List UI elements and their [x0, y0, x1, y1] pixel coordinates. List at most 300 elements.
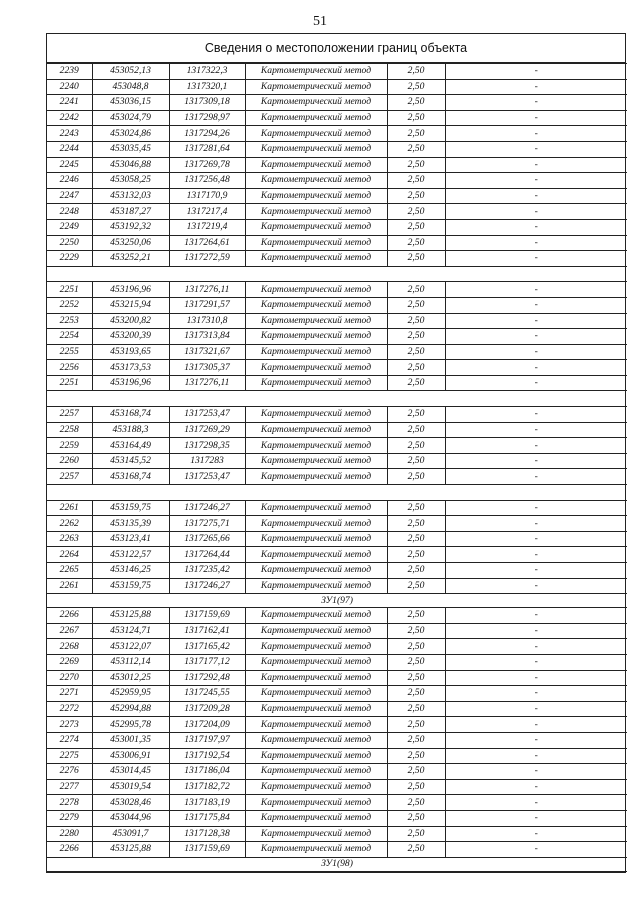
method-cell: Картометрический метод — [245, 251, 387, 267]
y-coordinate-cell: 1317264,61 — [169, 235, 245, 251]
point-number-cell: 2261 — [47, 578, 92, 594]
y-coordinate-cell: 1317256,48 — [169, 173, 245, 189]
table-row — [47, 110, 627, 126]
table-row — [47, 826, 627, 842]
description-cell: - — [445, 126, 627, 142]
description-cell: - — [445, 623, 627, 639]
description-cell: - — [445, 547, 627, 563]
y-coordinate-cell: 1317245,55 — [169, 686, 245, 702]
x-coordinate-cell: 453187,27 — [92, 204, 169, 220]
y-coordinate-cell: 1317305,37 — [169, 360, 245, 376]
description-cell: - — [445, 157, 627, 173]
accuracy-cell: 2,50 — [387, 516, 445, 532]
point-number-cell: 2249 — [47, 219, 92, 235]
description-cell: - — [445, 686, 627, 702]
x-coordinate-cell: 453058,25 — [92, 173, 169, 189]
y-coordinate-cell: 1317269,29 — [169, 422, 245, 438]
y-coordinate-cell: 1317309,18 — [169, 95, 245, 111]
method-cell: Картометрический метод — [245, 297, 387, 313]
page-number: 51 — [313, 14, 327, 29]
accuracy-cell: 2,50 — [387, 810, 445, 826]
y-coordinate-cell: 1317183,19 — [169, 795, 245, 811]
table-row — [47, 375, 627, 391]
point-number-cell: 2279 — [47, 810, 92, 826]
description-cell: - — [445, 173, 627, 189]
accuracy-cell: 2,50 — [387, 563, 445, 579]
accuracy-cell: 2,50 — [387, 779, 445, 795]
y-coordinate-cell: 1317320,1 — [169, 79, 245, 95]
description-cell: - — [445, 453, 627, 469]
point-number-cell: 2277 — [47, 779, 92, 795]
point-number-cell: 2262 — [47, 516, 92, 532]
boundary-document — [46, 33, 626, 873]
accuracy-cell: 2,50 — [387, 79, 445, 95]
y-coordinate-cell: 1317264,44 — [169, 547, 245, 563]
point-number-cell: 2244 — [47, 141, 92, 157]
table-row — [47, 422, 627, 438]
y-coordinate-cell: 1317253,47 — [169, 407, 245, 423]
method-cell: Картометрический метод — [245, 608, 387, 624]
table-row — [47, 79, 627, 95]
x-coordinate-cell: 453122,07 — [92, 639, 169, 655]
y-coordinate-cell: 1317182,72 — [169, 779, 245, 795]
method-cell: Картометрический метод — [245, 764, 387, 780]
accuracy-cell: 2,50 — [387, 375, 445, 391]
accuracy-cell: 2,50 — [387, 360, 445, 376]
point-number-cell: 2241 — [47, 95, 92, 111]
x-coordinate-cell: 453173,53 — [92, 360, 169, 376]
point-number-cell: 2260 — [47, 453, 92, 469]
parcel-label: ЗУ1(98) — [47, 857, 627, 871]
y-coordinate-cell: 1317159,69 — [169, 842, 245, 858]
accuracy-cell: 2,50 — [387, 654, 445, 670]
description-cell: - — [445, 360, 627, 376]
description-cell: - — [445, 748, 627, 764]
description-cell: - — [445, 297, 627, 313]
description-cell: - — [445, 407, 627, 423]
accuracy-cell: 2,50 — [387, 686, 445, 702]
x-coordinate-cell: 453193,65 — [92, 344, 169, 360]
x-coordinate-cell: 453125,88 — [92, 608, 169, 624]
accuracy-cell: 2,50 — [387, 639, 445, 655]
x-coordinate-cell: 453046,88 — [92, 157, 169, 173]
point-number-cell: 2275 — [47, 748, 92, 764]
y-coordinate-cell: 1317186,04 — [169, 764, 245, 780]
description-cell: - — [445, 375, 627, 391]
accuracy-cell: 2,50 — [387, 469, 445, 485]
accuracy-cell: 2,50 — [387, 188, 445, 204]
description-cell: - — [445, 329, 627, 345]
table-row — [47, 282, 627, 298]
accuracy-cell: 2,50 — [387, 547, 445, 563]
method-cell: Картометрический метод — [245, 79, 387, 95]
method-cell: Картометрический метод — [245, 563, 387, 579]
accuracy-cell: 2,50 — [387, 329, 445, 345]
accuracy-cell: 2,50 — [387, 826, 445, 842]
x-coordinate-cell: 453132,03 — [92, 188, 169, 204]
table-row — [47, 453, 627, 469]
parcel-label-row — [47, 857, 627, 871]
accuracy-cell: 2,50 — [387, 795, 445, 811]
x-coordinate-cell: 453159,75 — [92, 500, 169, 516]
table-row — [47, 654, 627, 670]
accuracy-cell: 2,50 — [387, 407, 445, 423]
description-cell: - — [445, 500, 627, 516]
table-row — [47, 686, 627, 702]
table-row — [47, 329, 627, 345]
spacer-cell — [47, 391, 627, 407]
method-cell: Картометрический метод — [245, 313, 387, 329]
table-row — [47, 157, 627, 173]
y-coordinate-cell: 1317192,54 — [169, 748, 245, 764]
spacer-cell — [47, 485, 627, 501]
point-number-cell: 2255 — [47, 344, 92, 360]
accuracy-cell: 2,50 — [387, 748, 445, 764]
y-coordinate-cell: 1317298,97 — [169, 110, 245, 126]
point-number-cell: 2267 — [47, 623, 92, 639]
method-cell: Картометрический метод — [245, 623, 387, 639]
x-coordinate-cell: 453188,3 — [92, 422, 169, 438]
description-cell: - — [445, 639, 627, 655]
description-cell: - — [445, 438, 627, 454]
x-coordinate-cell: 453001,35 — [92, 732, 169, 748]
y-coordinate-cell: 1317217,4 — [169, 204, 245, 220]
y-coordinate-cell: 1317281,64 — [169, 141, 245, 157]
point-number-cell: 2266 — [47, 842, 92, 858]
y-coordinate-cell: 1317162,41 — [169, 623, 245, 639]
x-coordinate-cell: 452959,95 — [92, 686, 169, 702]
description-cell: - — [445, 842, 627, 858]
table-row — [47, 516, 627, 532]
table-row — [47, 313, 627, 329]
x-coordinate-cell: 452995,78 — [92, 717, 169, 733]
accuracy-cell: 2,50 — [387, 64, 445, 80]
point-number-cell: 2242 — [47, 110, 92, 126]
y-coordinate-cell: 1317253,47 — [169, 469, 245, 485]
description-cell: - — [445, 188, 627, 204]
x-coordinate-cell: 453145,52 — [92, 453, 169, 469]
description-cell: - — [445, 516, 627, 532]
x-coordinate-cell: 453196,96 — [92, 375, 169, 391]
point-number-cell: 2276 — [47, 764, 92, 780]
table-row — [47, 64, 627, 80]
parcel-label: ЗУ1(97) — [47, 594, 627, 608]
method-cell: Картометрический метод — [245, 717, 387, 733]
accuracy-cell: 2,50 — [387, 297, 445, 313]
accuracy-cell: 2,50 — [387, 578, 445, 594]
x-coordinate-cell: 453159,75 — [92, 578, 169, 594]
accuracy-cell: 2,50 — [387, 732, 445, 748]
x-coordinate-cell: 453048,8 — [92, 79, 169, 95]
spacer-row — [47, 391, 627, 407]
point-number-cell: 2263 — [47, 531, 92, 547]
accuracy-cell: 2,50 — [387, 219, 445, 235]
table-row — [47, 795, 627, 811]
method-cell: Картометрический метод — [245, 219, 387, 235]
x-coordinate-cell: 453035,45 — [92, 141, 169, 157]
y-coordinate-cell: 1317321,67 — [169, 344, 245, 360]
x-coordinate-cell: 453168,74 — [92, 469, 169, 485]
table-row — [47, 219, 627, 235]
accuracy-cell: 2,50 — [387, 157, 445, 173]
method-cell: Картометрический метод — [245, 578, 387, 594]
x-coordinate-cell: 453024,86 — [92, 126, 169, 142]
table-row — [47, 235, 627, 251]
table-row — [47, 701, 627, 717]
method-cell: Картометрический метод — [245, 157, 387, 173]
y-coordinate-cell: 1317159,69 — [169, 608, 245, 624]
point-number-cell: 2229 — [47, 251, 92, 267]
accuracy-cell: 2,50 — [387, 701, 445, 717]
y-coordinate-cell: 1317175,84 — [169, 810, 245, 826]
point-number-cell: 2269 — [47, 654, 92, 670]
table-row — [47, 670, 627, 686]
description-cell: - — [445, 732, 627, 748]
description-cell: - — [445, 422, 627, 438]
table-title: Сведения о местоположении границ объекта — [47, 34, 625, 63]
x-coordinate-cell: 453196,96 — [92, 282, 169, 298]
method-cell: Картометрический метод — [245, 235, 387, 251]
method-cell: Картометрический метод — [245, 126, 387, 142]
x-coordinate-cell: 453125,88 — [92, 842, 169, 858]
point-number-cell: 2245 — [47, 157, 92, 173]
description-cell: - — [445, 110, 627, 126]
spacer-cell — [47, 266, 627, 282]
x-coordinate-cell: 453192,32 — [92, 219, 169, 235]
x-coordinate-cell: 453135,39 — [92, 516, 169, 532]
point-number-cell: 2254 — [47, 329, 92, 345]
table-row — [47, 639, 627, 655]
table-row — [47, 531, 627, 547]
table-row — [47, 810, 627, 826]
x-coordinate-cell: 452994,88 — [92, 701, 169, 717]
y-coordinate-cell: 1317246,27 — [169, 578, 245, 594]
method-cell: Картометрический метод — [245, 670, 387, 686]
accuracy-cell: 2,50 — [387, 422, 445, 438]
x-coordinate-cell: 453146,25 — [92, 563, 169, 579]
x-coordinate-cell: 453091,7 — [92, 826, 169, 842]
accuracy-cell: 2,50 — [387, 110, 445, 126]
description-cell: - — [445, 469, 627, 485]
accuracy-cell: 2,50 — [387, 531, 445, 547]
y-coordinate-cell: 1317170,9 — [169, 188, 245, 204]
description-cell: - — [445, 95, 627, 111]
accuracy-cell: 2,50 — [387, 204, 445, 220]
point-number-cell: 2273 — [47, 717, 92, 733]
x-coordinate-cell: 453168,74 — [92, 407, 169, 423]
accuracy-cell: 2,50 — [387, 141, 445, 157]
parcel-label-row — [47, 594, 627, 608]
y-coordinate-cell: 1317269,78 — [169, 157, 245, 173]
y-coordinate-cell: 1317246,27 — [169, 500, 245, 516]
x-coordinate-cell: 453052,13 — [92, 64, 169, 80]
description-cell: - — [445, 810, 627, 826]
x-coordinate-cell: 453028,46 — [92, 795, 169, 811]
description-cell: - — [445, 313, 627, 329]
description-cell: - — [445, 670, 627, 686]
accuracy-cell: 2,50 — [387, 500, 445, 516]
point-number-cell: 2251 — [47, 282, 92, 298]
method-cell: Картометрический метод — [245, 779, 387, 795]
table-row — [47, 297, 627, 313]
table-row — [47, 748, 627, 764]
point-number-cell: 2271 — [47, 686, 92, 702]
x-coordinate-cell: 453112,14 — [92, 654, 169, 670]
x-coordinate-cell: 453164,49 — [92, 438, 169, 454]
y-coordinate-cell: 1317235,42 — [169, 563, 245, 579]
accuracy-cell: 2,50 — [387, 842, 445, 858]
point-number-cell: 2274 — [47, 732, 92, 748]
table-row — [47, 251, 627, 267]
y-coordinate-cell: 1317276,11 — [169, 282, 245, 298]
y-coordinate-cell: 1317265,66 — [169, 531, 245, 547]
method-cell: Картометрический метод — [245, 360, 387, 376]
method-cell: Картометрический метод — [245, 407, 387, 423]
point-number-cell: 2256 — [47, 360, 92, 376]
point-number-cell: 2251 — [47, 375, 92, 391]
accuracy-cell: 2,50 — [387, 251, 445, 267]
point-number-cell: 2253 — [47, 313, 92, 329]
method-cell: Картометрический метод — [245, 64, 387, 80]
table-row — [47, 779, 627, 795]
table-row — [47, 469, 627, 485]
method-cell: Картометрический метод — [245, 173, 387, 189]
y-coordinate-cell: 1317275,71 — [169, 516, 245, 532]
accuracy-cell: 2,50 — [387, 173, 445, 189]
table-row — [47, 344, 627, 360]
description-cell: - — [445, 204, 627, 220]
x-coordinate-cell: 453124,71 — [92, 623, 169, 639]
method-cell: Картометрический метод — [245, 204, 387, 220]
method-cell: Картометрический метод — [245, 95, 387, 111]
description-cell: - — [445, 79, 627, 95]
table-row — [47, 563, 627, 579]
accuracy-cell: 2,50 — [387, 717, 445, 733]
spacer-row — [47, 266, 627, 282]
y-coordinate-cell: 1317219,4 — [169, 219, 245, 235]
table-row — [47, 547, 627, 563]
y-coordinate-cell: 1317272,59 — [169, 251, 245, 267]
y-coordinate-cell: 1317283 — [169, 453, 245, 469]
description-cell: - — [445, 779, 627, 795]
description-cell: - — [445, 219, 627, 235]
y-coordinate-cell: 1317310,8 — [169, 313, 245, 329]
point-number-cell: 2264 — [47, 547, 92, 563]
y-coordinate-cell: 1317276,11 — [169, 375, 245, 391]
x-coordinate-cell: 453019,54 — [92, 779, 169, 795]
description-cell: - — [445, 701, 627, 717]
table-row — [47, 578, 627, 594]
table-row — [47, 95, 627, 111]
table-row — [47, 608, 627, 624]
y-coordinate-cell: 1317291,57 — [169, 297, 245, 313]
accuracy-cell: 2,50 — [387, 313, 445, 329]
method-cell: Картометрический метод — [245, 282, 387, 298]
x-coordinate-cell: 453006,91 — [92, 748, 169, 764]
description-cell: - — [445, 282, 627, 298]
accuracy-cell: 2,50 — [387, 608, 445, 624]
description-cell: - — [445, 795, 627, 811]
method-cell: Картометрический метод — [245, 732, 387, 748]
description-cell: - — [445, 251, 627, 267]
table-row — [47, 732, 627, 748]
coordinates-table-body — [47, 64, 627, 872]
x-coordinate-cell: 453036,15 — [92, 95, 169, 111]
description-cell: - — [445, 64, 627, 80]
method-cell: Картометрический метод — [245, 654, 387, 670]
method-cell: Картометрический метод — [245, 547, 387, 563]
x-coordinate-cell: 453014,45 — [92, 764, 169, 780]
x-coordinate-cell: 453200,82 — [92, 313, 169, 329]
method-cell: Картометрический метод — [245, 110, 387, 126]
method-cell: Картометрический метод — [245, 422, 387, 438]
spacer-row — [47, 485, 627, 501]
point-number-cell: 2250 — [47, 235, 92, 251]
accuracy-cell: 2,50 — [387, 126, 445, 142]
point-number-cell: 2252 — [47, 297, 92, 313]
x-coordinate-cell: 453012,25 — [92, 670, 169, 686]
table-row — [47, 623, 627, 639]
method-cell: Картометрический метод — [245, 531, 387, 547]
point-number-cell: 2239 — [47, 64, 92, 80]
x-coordinate-cell: 453044,96 — [92, 810, 169, 826]
description-cell: - — [445, 235, 627, 251]
method-cell: Картометрический метод — [245, 516, 387, 532]
table-row — [47, 438, 627, 454]
accuracy-cell: 2,50 — [387, 282, 445, 298]
description-cell: - — [445, 344, 627, 360]
method-cell: Картометрический метод — [245, 795, 387, 811]
x-coordinate-cell: 453200,39 — [92, 329, 169, 345]
y-coordinate-cell: 1317292,48 — [169, 670, 245, 686]
x-coordinate-cell: 453122,57 — [92, 547, 169, 563]
description-cell: - — [445, 654, 627, 670]
table-row — [47, 717, 627, 733]
point-number-cell: 2272 — [47, 701, 92, 717]
method-cell: Картометрический метод — [245, 500, 387, 516]
point-number-cell: 2247 — [47, 188, 92, 204]
x-coordinate-cell: 453215,94 — [92, 297, 169, 313]
table-row — [47, 173, 627, 189]
description-cell: - — [445, 826, 627, 842]
accuracy-cell: 2,50 — [387, 438, 445, 454]
point-number-cell: 2266 — [47, 608, 92, 624]
description-cell: - — [445, 531, 627, 547]
table-row — [47, 360, 627, 376]
method-cell: Картометрический метод — [245, 686, 387, 702]
accuracy-cell: 2,50 — [387, 344, 445, 360]
method-cell: Картометрический метод — [245, 438, 387, 454]
description-cell: - — [445, 764, 627, 780]
coordinates-table — [47, 63, 627, 872]
y-coordinate-cell: 1317128,38 — [169, 826, 245, 842]
method-cell: Картометрический метод — [245, 375, 387, 391]
point-number-cell: 2258 — [47, 422, 92, 438]
method-cell: Картометрический метод — [245, 141, 387, 157]
accuracy-cell: 2,50 — [387, 670, 445, 686]
method-cell: Картометрический метод — [245, 842, 387, 858]
table-row — [47, 188, 627, 204]
y-coordinate-cell: 1317204,09 — [169, 717, 245, 733]
table-row — [47, 407, 627, 423]
method-cell: Картометрический метод — [245, 344, 387, 360]
point-number-cell: 2240 — [47, 79, 92, 95]
method-cell: Картометрический метод — [245, 748, 387, 764]
point-number-cell: 2248 — [47, 204, 92, 220]
accuracy-cell: 2,50 — [387, 235, 445, 251]
description-cell: - — [445, 563, 627, 579]
y-coordinate-cell: 1317177,12 — [169, 654, 245, 670]
